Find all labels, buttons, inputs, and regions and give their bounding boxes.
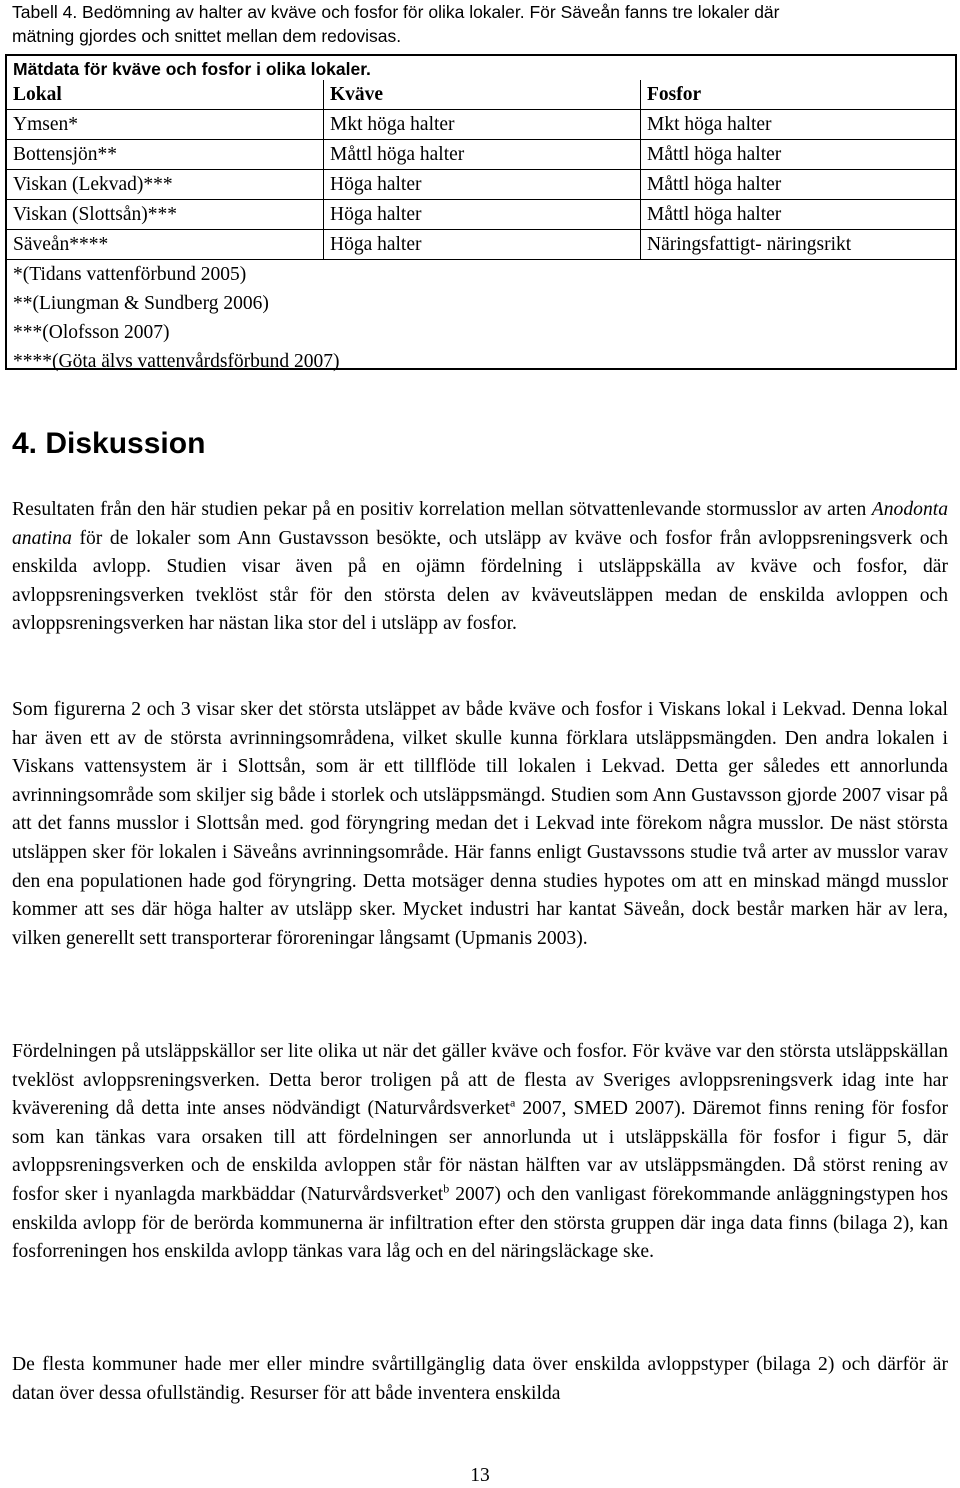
paragraph-3	[12, 1038, 948, 1267]
table-row	[7, 200, 955, 230]
data-table-box	[5, 54, 957, 370]
table-footnote: **(Liungman & Sundberg 2006)	[13, 292, 269, 314]
table-row	[7, 230, 955, 260]
table-footnote: *(Tidans vattenförbund 2005)	[7, 260, 955, 290]
caption-line-1: Tabell 4. Bedömning av halter av kväve och fosfor för olika lokaler. För Säveån fanns tre lokaler där	[12, 2, 780, 22]
paragraph-1-text-b: för de lokaler som Ann Gustavsson besökte, och utsläpp av kväve och fosfor från avloppsreningsverk och enskilda avlopp. Studien visar även på en ojämn fördelning i utsläppskälla av kväve och fosfor, där avloppsreningsverken tveklöst står för den största delen av kväveutsläppen medan de enskilda avloppen och avloppsreningsverken har nästan lika stor del i utsläpp av fosfor.	[12, 527, 948, 635]
table-row	[7, 110, 955, 140]
cell-kvave: Höga halter	[324, 230, 641, 260]
cell-kvave: Höga halter	[324, 170, 641, 200]
paragraph-2: Som figurerna 2 och 3 visar sker det största utsläppet av både kväve och fosfor i Viskans lokal i Lekvad. Denna lokal har även ett av de största avrinningsområdena, vilket skulle kunna förklara utsläppsmängden. Den andra lokalen i Viskans vattensystem är i Slottsån, som är ett tillflöde till lokalen i Lekvad. Detta ger således ett annorlunda avrinningsområde som skiljer sig både i storlek och utsläppsmängd. Studien som Ann Gustavsson gjorde 2007 visar på att det fanns musslor i Slottsån med. god föryngring medan det i Lekvad inte förekom några musslor. De näst största utsläppen sker för lokalen i Säveåns avrinningsområde. Här fanns enligt Gustavssons studie två arter av musslor varav den ena populationen hade god föryngring. Detta motsäger denna studies hypotes om att en minskad mängd musslor kommer att ses där höga halter av utsläpp sker. Mycket industri har kantat Säveån, dock består marken här av lera, vilken generellt sett transporterar föroreningar långsamt (Upmanis 2003).	[12, 699, 948, 949]
cell-kvave: Måttl höga halter	[324, 140, 641, 170]
table-footnote-row	[7, 318, 955, 347]
table-footnote-row	[7, 260, 955, 290]
data-table	[7, 80, 955, 376]
cell-fosfor: Måttl höga halter	[641, 200, 956, 230]
species-name: Anodonta anatina	[12, 499, 948, 549]
section-heading: 4. Diskussion	[12, 427, 206, 460]
cell-lokal: Ymsen*	[7, 110, 324, 140]
table-footnote-row	[7, 347, 955, 376]
table-footnote-row	[7, 289, 955, 318]
header-fosfor: Fosfor	[641, 80, 956, 110]
paragraph-3-text-c: 2007) och den vanligast förekommande anläggningstypen hos enskilda avlopp för de berörda kommunerna är infiltration efter den största gruppen där inga data finns (bilaga 2), kan fosforreningen hos enskilda avlopp tänkas vara låg och en del näringsläckage ske.	[12, 1183, 948, 1263]
table-row	[7, 170, 955, 200]
table-header-row	[7, 80, 955, 110]
table-row	[7, 140, 955, 170]
header-lokal: Lokal	[13, 83, 62, 105]
cell-lokal: Viskan (Lekvad)***	[7, 170, 324, 200]
table-title: Mätdata för kväve och fosfor i olika lokaler.	[13, 59, 371, 79]
cell-lokal: Viskan (Slottsån)***	[7, 200, 324, 230]
cell-kvave: Mkt höga halter	[324, 110, 641, 140]
table-caption	[12, 0, 952, 48]
cell-fosfor: Mkt höga halter	[641, 110, 956, 140]
cell-fosfor: Måttl höga halter	[641, 170, 956, 200]
table-footnote: ****(Göta älvs vattenvårdsförbund 2007)	[13, 350, 340, 372]
cell-fosfor: Måttl höga halter	[641, 140, 956, 170]
header-kvave: Kväve	[324, 80, 641, 110]
paragraph-3-text-a: Fördelningen på utsläppskällor ser lite olika ut när det gäller kväve och fosfor. För kväve var den största utsläppskällan tveklöst avloppsreningsverken. Detta beror troligen på att de flesta av Sveriges avloppsreningsverk idag inte har kväverening då detta inte anses nödvändigt (Naturvårdsverket	[12, 1041, 948, 1120]
paragraph-1	[12, 496, 948, 639]
superscript-b: b	[443, 1181, 450, 1196]
page-number: 13	[470, 1465, 490, 1486]
table-footnote: ***(Olofsson 2007)	[13, 321, 170, 343]
cell-kvave: Höga halter	[324, 200, 641, 230]
cell-lokal: Bottensjön**	[7, 140, 324, 170]
caption-line-2: mätning gjordes och snittet mellan dem redovisas.	[12, 26, 402, 46]
paragraph-4: De flesta kommuner hade mer eller mindre svårtillgänglig data över enskilda avloppstyper (bilaga 2) och därför är datan över dessa ofullständig. Resurser för att både inventera enskilda	[12, 1354, 948, 1404]
paragraph-1-text-a: Resultaten från den här studien pekar på en positiv korrelation mellan sötvattenlevande stormusslor av arten	[12, 499, 872, 520]
cell-lokal: Säveån****	[7, 230, 324, 260]
superscript-a: a	[510, 1095, 516, 1110]
paragraph-3-text-b: 2007, SMED 2007). Däremot finns rening för fosfor som kan tänkas vara orsaken till att fördelningen ser annorlunda ut i utsläppskälla för fosfor i figur 5, där avloppsreningsverken och de enskilda avloppen står för nästan hälften var av utsläppsmängden. Då störst rening av fosfor sker i nyanlagda markbäddar (Naturvårdsverket	[12, 1098, 948, 1205]
cell-fosfor: Näringsfattigt- näringsrikt	[641, 230, 956, 260]
